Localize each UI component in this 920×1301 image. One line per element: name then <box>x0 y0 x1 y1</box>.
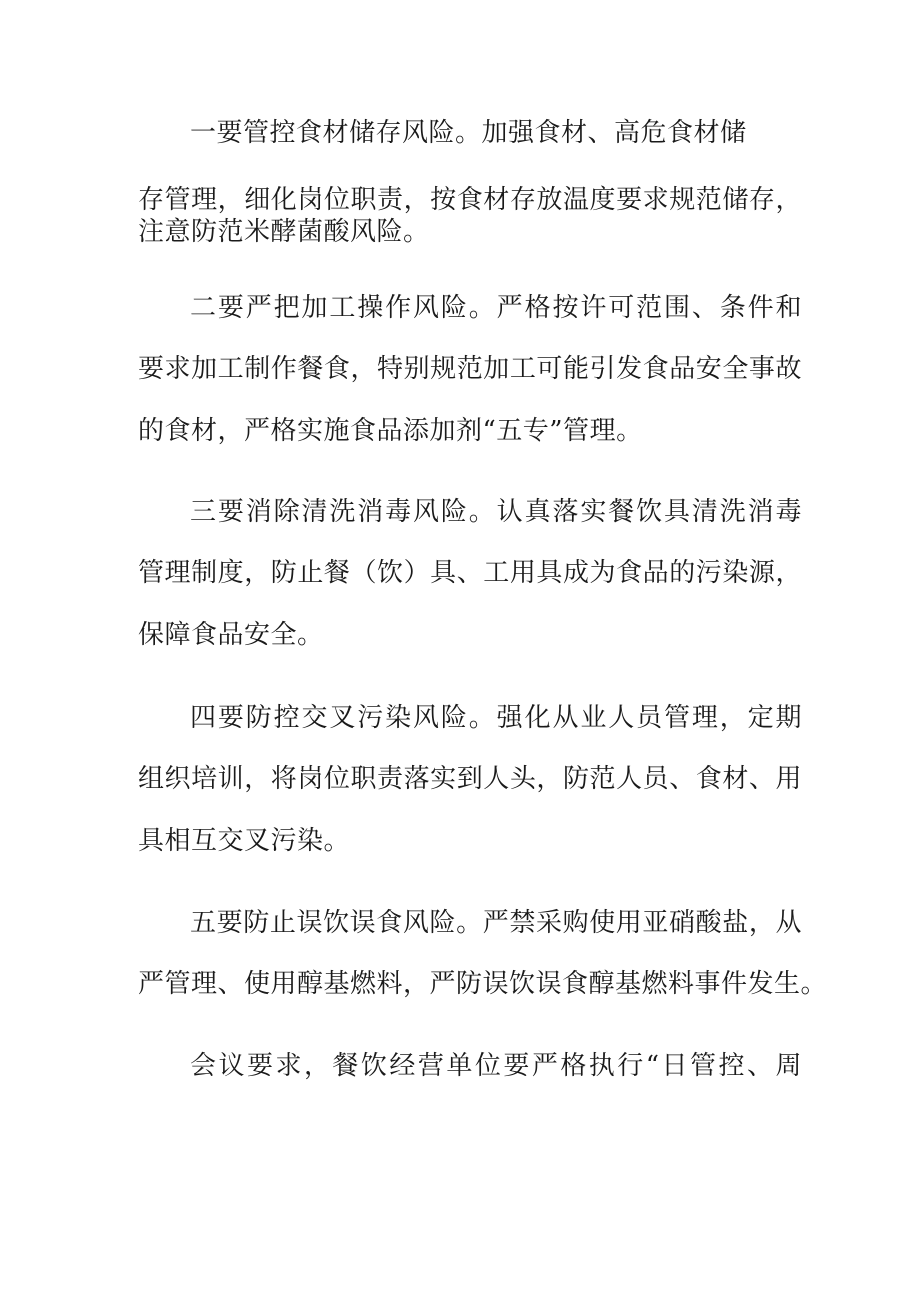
paragraph-2-line-2: 要求加工制作餐食，特别规范加工可能引发食品安全事故 <box>138 354 802 384</box>
paragraph-1-line-1: 一要管控食材储存风险。加强食材、高危食材储 <box>190 118 747 148</box>
paragraph-4-line-3: 具相互交叉污染。 <box>138 826 351 856</box>
paragraph-1-line-3: 注意防范米酵菌酸风险。 <box>138 217 430 247</box>
paragraph-4-line-1: 四要防控交叉污染风险。强化从业人员管理，定期 <box>190 703 802 733</box>
paragraph-6-line-1: 会议要求，餐饮经营单位要严格执行“日管控、周 <box>190 1051 802 1081</box>
paragraph-5-line-1: 五要防止误饮误食风险。严禁采购使用亚硝酸盐，从 <box>190 908 802 938</box>
paragraph-3-line-3: 保障食品安全。 <box>138 620 324 650</box>
paragraph-2-line-1: 二要严把加工操作风险。严格按许可范围、条件和 <box>190 293 802 323</box>
paragraph-1-line-2: 存管理，细化岗位职责，按食材存放温度要求规范储存， <box>138 185 802 215</box>
paragraph-4-line-2: 组织培训，将岗位职责落实到人头，防范人员、食材、用 <box>138 764 802 794</box>
paragraph-2-line-3: 的食材，严格实施食品添加剂“五专”管理。 <box>138 416 643 446</box>
paragraph-5-line-2: 严管理、使用醇基燃料，严防误饮误食醇基燃料事件发生。 <box>138 969 828 999</box>
paragraph-3-line-1: 三要消除清洗消毒风险。认真落实餐饮具清洗消毒 <box>190 497 802 527</box>
paragraph-3-line-2: 管理制度，防止餐（饮）具、工用具成为食品的污染源， <box>138 558 802 588</box>
